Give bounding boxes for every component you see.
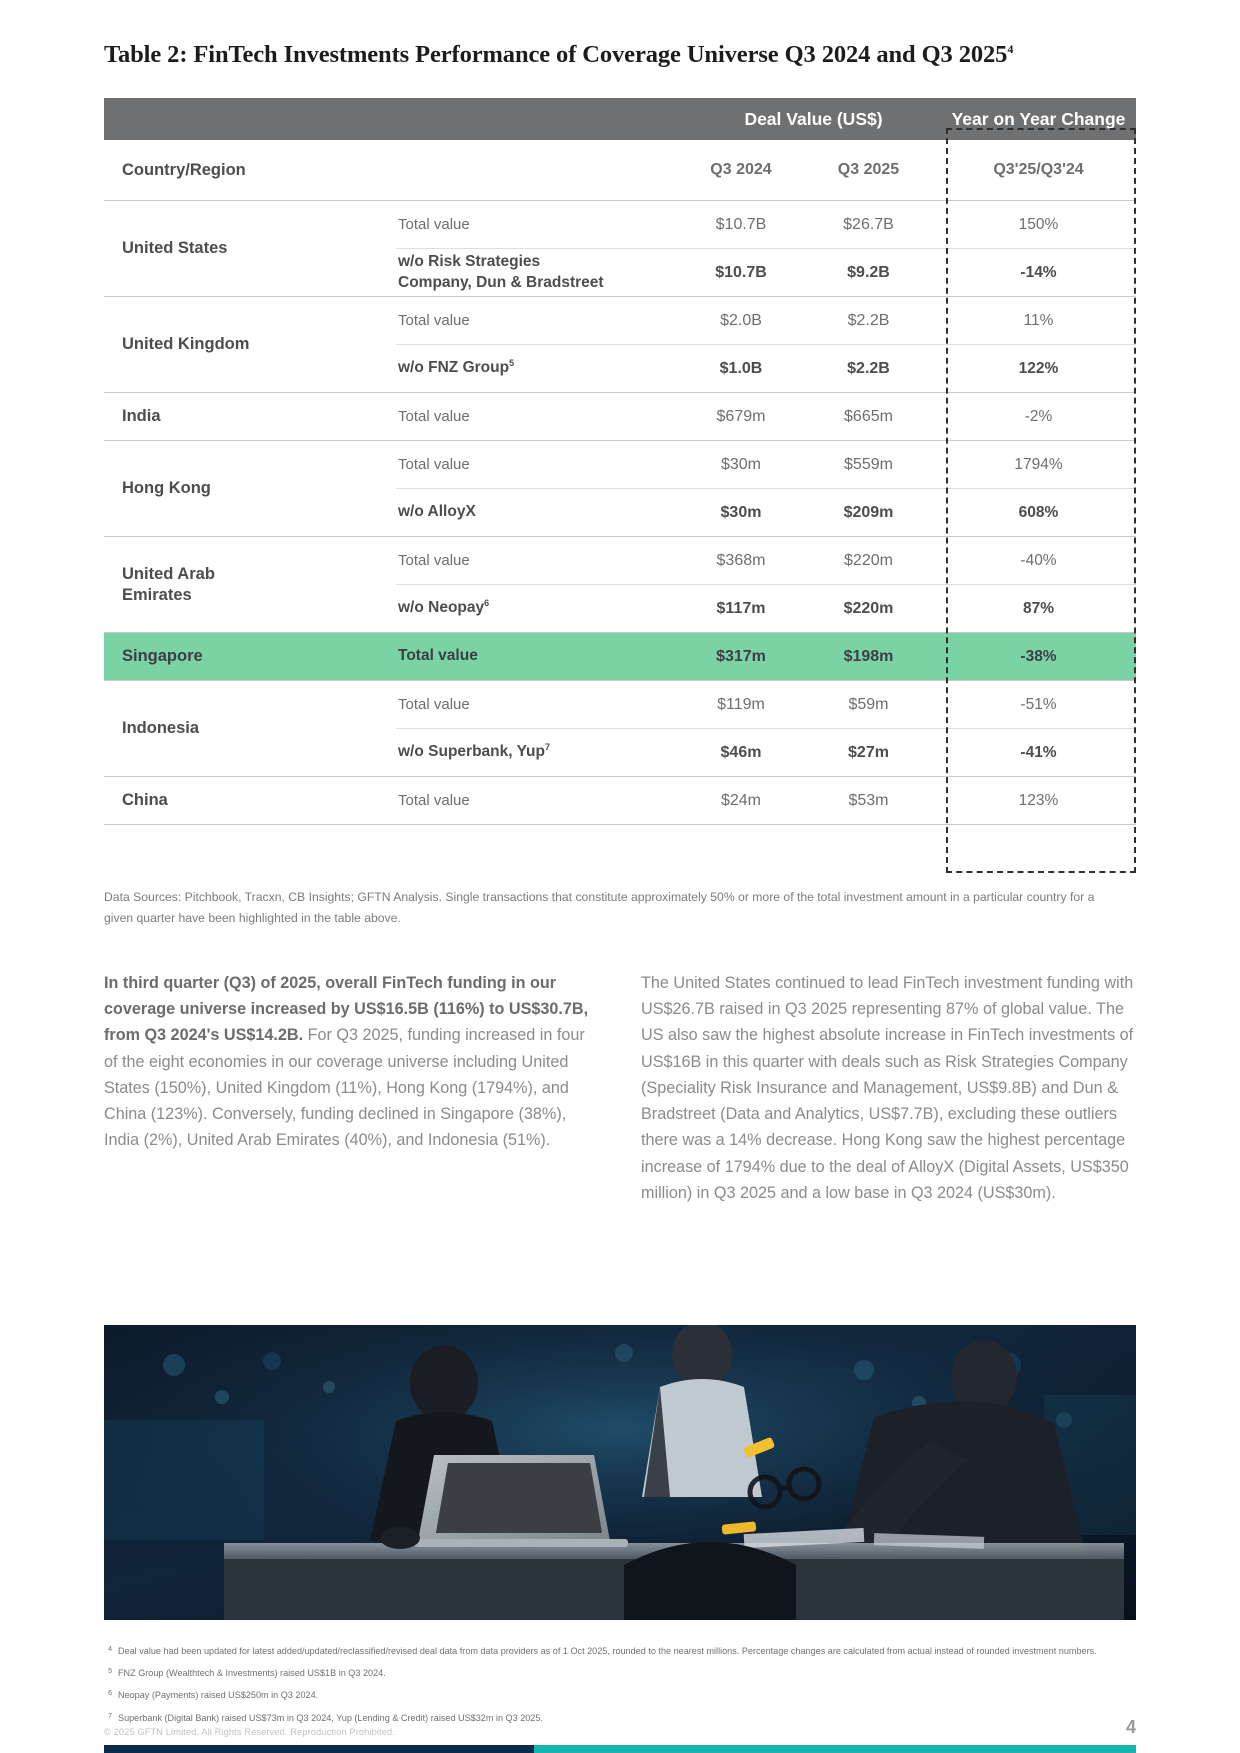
table-row bbox=[104, 297, 1136, 345]
banner-blank-metric bbox=[396, 98, 686, 140]
row-metric-label: Total value bbox=[396, 777, 686, 825]
row-value-q3-2024: $10.7B bbox=[686, 201, 796, 249]
footnote-text: FNZ Group (Wealthtech & Investments) raised US$1B in Q3 2024. bbox=[118, 1668, 386, 1679]
row-value-q3-2025: $59m bbox=[796, 681, 941, 729]
row-value-yoy: 150% bbox=[941, 201, 1136, 249]
row-metric-label: Total value bbox=[396, 297, 686, 345]
table-row bbox=[104, 537, 1136, 585]
office-meeting-photo bbox=[104, 1325, 1136, 1620]
row-metric-label: Total value bbox=[396, 393, 686, 441]
row-country-label: India bbox=[104, 393, 396, 441]
subheader-blank bbox=[396, 140, 686, 201]
row-metric-label: Total value bbox=[396, 537, 686, 585]
accent-bar-teal bbox=[534, 1745, 1136, 1753]
fintech-investments-table bbox=[104, 98, 1136, 825]
row-value-q3-2025: $559m bbox=[796, 441, 941, 489]
row-value-q3-2025: $198m bbox=[796, 633, 941, 681]
footnote-marker: 7 bbox=[108, 1712, 112, 1720]
copyright-text: © 2025 GFTN Limited. All Rights Reserved. Reproduction Prohibited. bbox=[104, 1727, 395, 1737]
metric-footnote-marker: 7 bbox=[545, 742, 551, 753]
row-value-q3-2024: $24m bbox=[686, 777, 796, 825]
table-subheader-row bbox=[104, 140, 1136, 201]
footnote-marker: 4 bbox=[108, 1646, 112, 1653]
subheader-yoy: Q3'25/Q3'24 bbox=[941, 140, 1136, 201]
row-value-q3-2024: $30m bbox=[686, 441, 796, 489]
body-left-lead: In third quarter (Q3) of 2025, overall FinTech funding in our coverage universe increased by US$16.5B (116%) to US$30.7B, from Q3 2024's US$14.2B. bbox=[104, 974, 589, 1045]
row-value-yoy: 122% bbox=[941, 345, 1136, 393]
row-country-label: Hong Kong bbox=[104, 441, 396, 537]
table-2 bbox=[104, 98, 1136, 825]
table-row bbox=[104, 633, 1136, 681]
footnote-text: Superbank (Digital Bank) raised US$73m in Q3 2024, Yup (Lending & Credit) raised US$32m in Q3 2025. bbox=[118, 1712, 543, 1723]
row-value-q3-2024: $46m bbox=[686, 729, 796, 777]
row-value-q3-2025: $26.7B bbox=[796, 201, 941, 249]
page-title bbox=[104, 40, 1104, 69]
row-value-yoy: 123% bbox=[941, 777, 1136, 825]
footnote-text: Neopay (Payments) raised US$250m in Q3 2024. bbox=[118, 1690, 319, 1701]
row-metric-label: Total value bbox=[396, 633, 686, 681]
photo-illustration bbox=[104, 1325, 1136, 1620]
row-metric-label: w/o AlloyX bbox=[396, 489, 686, 537]
row-value-yoy: -40% bbox=[941, 537, 1136, 585]
accent-bar-navy bbox=[104, 1745, 534, 1753]
body-left-rest: For Q3 2025, funding increased in four of the eight economies in our coverage universe including United States (150%), United Kingdom (11%), Hong Kong (1794%), and China (123%). Conversely, funding declined in Singapore (38%), India (2%), United Arab Emirates (40%), and Indonesia (51%). bbox=[104, 1026, 585, 1150]
table-row bbox=[104, 681, 1136, 729]
row-value-q3-2025: $53m bbox=[796, 777, 941, 825]
row-value-yoy: -14% bbox=[941, 249, 1136, 297]
row-metric-label: w/o Neopay$^6$ bbox=[396, 585, 686, 633]
row-value-yoy: 87% bbox=[941, 585, 1136, 633]
footnote-text: Deal value had been updated for latest added/updated/reclassified/revised deal data from data providers as of 1 Oct 2025, rounded to the nearest millions. Percentage changes are calculated from actual instead of rounded investment numbers. bbox=[118, 1646, 1097, 1656]
row-value-yoy: -2% bbox=[941, 393, 1136, 441]
row-value-yoy: 11% bbox=[941, 297, 1136, 345]
row-value-q3-2024: $119m bbox=[686, 681, 796, 729]
row-country-label: Indonesia bbox=[104, 681, 396, 777]
row-value-q3-2024: $368m bbox=[686, 537, 796, 585]
row-country-label: United States bbox=[104, 201, 396, 297]
row-value-q3-2025: $27m bbox=[796, 729, 941, 777]
footnote-marker: 6 bbox=[108, 1690, 112, 1698]
row-value-q3-2024: $117m bbox=[686, 585, 796, 633]
footnote-marker: 5 bbox=[108, 1668, 112, 1676]
row-value-q3-2025: $209m bbox=[796, 489, 941, 537]
metric-footnote-marker: 5 bbox=[509, 358, 515, 369]
subheader-q3-2025: Q3 2025 bbox=[796, 140, 941, 201]
title-footnote-marker: 4 bbox=[1007, 41, 1014, 56]
subheader-country: Country/Region bbox=[104, 140, 396, 201]
row-metric-label: w/o FNZ Group$^5$ bbox=[396, 345, 686, 393]
row-value-q3-2024: $30m bbox=[686, 489, 796, 537]
table-row bbox=[104, 393, 1136, 441]
row-value-yoy: -38% bbox=[941, 633, 1136, 681]
data-source-note: Data Sources: Pitchbook, Tracxn, CB Insights; GFTN Analysis. Single transactions that constitute approximately 50% or more of the total investment amount in a particular country for a given quarter have been highlighted in the table above. bbox=[104, 890, 1095, 926]
table-banner-row bbox=[104, 98, 1136, 140]
banner-yoy: Year on Year Change bbox=[941, 98, 1136, 140]
row-country-label: China bbox=[104, 777, 396, 825]
page-number: 4 bbox=[1125, 1717, 1136, 1737]
footnote-item bbox=[104, 1712, 1144, 1725]
row-value-q3-2025: $220m bbox=[796, 585, 941, 633]
row-value-q3-2025: $2.2B bbox=[796, 297, 941, 345]
row-metric-label: w/o Risk Strategies Company, Dun & Bradstreet bbox=[396, 249, 686, 297]
table-row bbox=[104, 777, 1136, 825]
row-metric-label: Total value bbox=[396, 201, 686, 249]
footnotes-list bbox=[104, 1645, 1144, 1734]
row-country-label: United Arab Emirates bbox=[104, 537, 396, 633]
row-value-q3-2024: $2.0B bbox=[686, 297, 796, 345]
row-value-yoy: 1794% bbox=[941, 441, 1136, 489]
table-row bbox=[104, 441, 1136, 489]
table-title-text: Table 2: FinTech Investments Performance of Coverage Universe Q3 2024 and Q3 2025 bbox=[104, 41, 1008, 68]
body-column-left bbox=[104, 970, 599, 1206]
body-column-right: The United States continued to lead FinTech investment funding with US$26.7B raised in Q3 2025 representing 87% of global value. The US also saw the highest absolute increase in FinTech investments of US$16B in this quarter with deals such as Risk Strategies Company (Speciality Risk Insurance and Management, US$9.8B) and Dun & Bradstreet (Data and Analytics, US$7.7B), excluding these outliers there was a 14% decrease. Hong Kong saw the highest percentage increase of 1794% due to the deal of AlloyX (Digital Assets, US$350 million) in Q3 2025 and a low base in Q3 2024 (US$30m). bbox=[641, 974, 1134, 1202]
footnote-item bbox=[104, 1689, 1144, 1702]
row-value-q3-2025: $2.2B bbox=[796, 345, 941, 393]
row-value-q3-2025: $9.2B bbox=[796, 249, 941, 297]
row-value-q3-2024: $317m bbox=[686, 633, 796, 681]
row-metric-label: Total value bbox=[396, 681, 686, 729]
row-value-yoy: -51% bbox=[941, 681, 1136, 729]
row-value-q3-2024: $679m bbox=[686, 393, 796, 441]
footnote-item bbox=[104, 1667, 1144, 1680]
row-country-label: United Kingdom bbox=[104, 297, 396, 393]
metric-footnote-marker: 6 bbox=[484, 598, 490, 609]
footnote-item bbox=[104, 1645, 1144, 1658]
row-value-q3-2024: $10.7B bbox=[686, 249, 796, 297]
row-country-label: Singapore bbox=[104, 633, 396, 681]
row-value-yoy: 608% bbox=[941, 489, 1136, 537]
row-value-q3-2025: $665m bbox=[796, 393, 941, 441]
banner-deal-value: Deal Value (US$) bbox=[686, 98, 941, 140]
table-row bbox=[104, 201, 1136, 249]
row-metric-label: w/o Superbank, Yup$^7$ bbox=[396, 729, 686, 777]
row-metric-label: Total value bbox=[396, 441, 686, 489]
row-value-q3-2024: $1.0B bbox=[686, 345, 796, 393]
row-value-q3-2025: $220m bbox=[796, 537, 941, 585]
bottom-accent-bar bbox=[104, 1745, 1136, 1753]
body-text bbox=[104, 970, 1136, 1206]
banner-blank-country bbox=[104, 98, 396, 140]
row-value-yoy: -41% bbox=[941, 729, 1136, 777]
subheader-q3-2024: Q3 2024 bbox=[686, 140, 796, 201]
